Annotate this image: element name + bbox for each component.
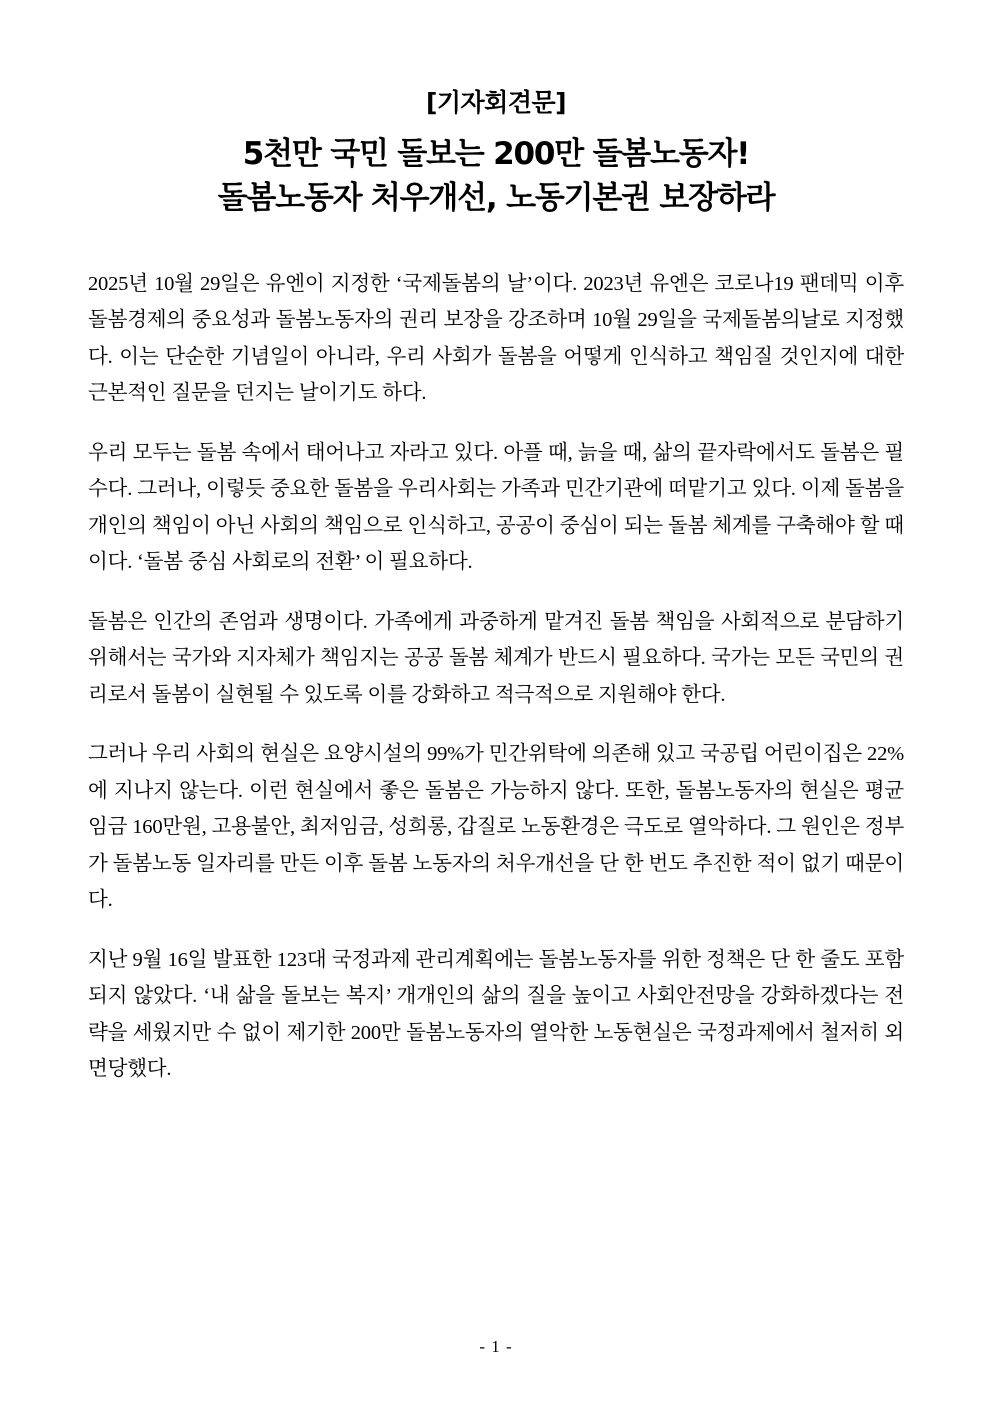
page-title-line-1: 5천만 국민 돌보는 200만 돌봄노동자! bbox=[242, 135, 750, 172]
body-paragraph: 지난 9월 16일 발표한 123대 국정과제 관리계획에는 돌봄노동자를 위한 정책은 단 한 줄도 포함되지 않았다. ‘내 삶을 돌보는 복지’ 개개인의 삶의 질을 높이고 사회안전망을 강화하겠다는 전략을 세웠지만 수 없이 제기한 200만 돌봄노동자의 열악한 노동현실은 국정과제에서 철저히 외면당했다. bbox=[88, 948, 904, 1080]
body-paragraph: 2025년 10월 29일은 유엔이 지정한 ‘국제돌봄의 날’이다. 2023년 유엔은 코로나19 팬데믹 이후 돌봄경제의 중요성과 돌봄노동자의 권리 보장을 강조하며 10월 29일을 국제돌봄의날로 지정했다. 이는 단순한 기념일이 아니라, 우리 사회가 돌봄을 어떻게 인식하고 책임질 것인지에 대한 근본적인 질문을 던지는 날이기도 하다. bbox=[88, 272, 904, 405]
document-kicker: [기자회견문] bbox=[425, 88, 567, 117]
page-number: - 1 - bbox=[479, 1337, 513, 1356]
page-title-line-2: 돌봄노동자 처우개선, 노동기본권 보장하라 bbox=[217, 179, 775, 216]
document-header bbox=[88, 86, 904, 220]
body-paragraph: 그러나 우리 사회의 현실은 요양시설의 99%가 민간위탁에 의존해 있고 국공립 어린이집은 22%에 지나지 않는다. 이런 현실에서 좋은 돌봄은 가능하지 않다. 또한, 돌봄노동자의 현실은 평균임금 160만원, 고용불안, 최저임금, 성희롱, 갑질로 노동환경은 극도로 열악하다. 그 원인은 정부가 돌봄노동 일자리를 만든 이후 돌봄 노동자의 처우개선을 단 한 번도 추진한 적이 없기 때문이다. bbox=[88, 743, 904, 912]
document-body bbox=[88, 266, 904, 1088]
body-paragraph: 돌봄은 인간의 존엄과 생명이다. 가족에게 과중하게 맡겨진 돌봄 책임을 사회적으로 분담하기 위해서는 국가와 지자체가 책임지는 공공 돌봄 체계가 반드시 필요하다. 국가는 모든 국민의 권리로서 돌봄이 실현될 수 있도록 이를 강화하고 적극적으로 지원해야 한다. bbox=[88, 610, 904, 706]
body-paragraph: 우리 모두는 돌봄 속에서 태어나고 자라고 있다. 아플 때, 늙을 때, 삶의 끝자락에서도 돌봄은 필수다. 그러나, 이렇듯 중요한 돌봄을 우리사회는 가족과 민간기관에 떠맡기고 있다. 이제 돌봄을 개인의 책임이 아닌 사회의 책임으로 인식하고, 공공이 중심이 되는 돌봄 체계를 구축해야 할 때이다. ‘돌봄 중심 사회로의 전환’ 이 필요하다. bbox=[88, 441, 904, 574]
